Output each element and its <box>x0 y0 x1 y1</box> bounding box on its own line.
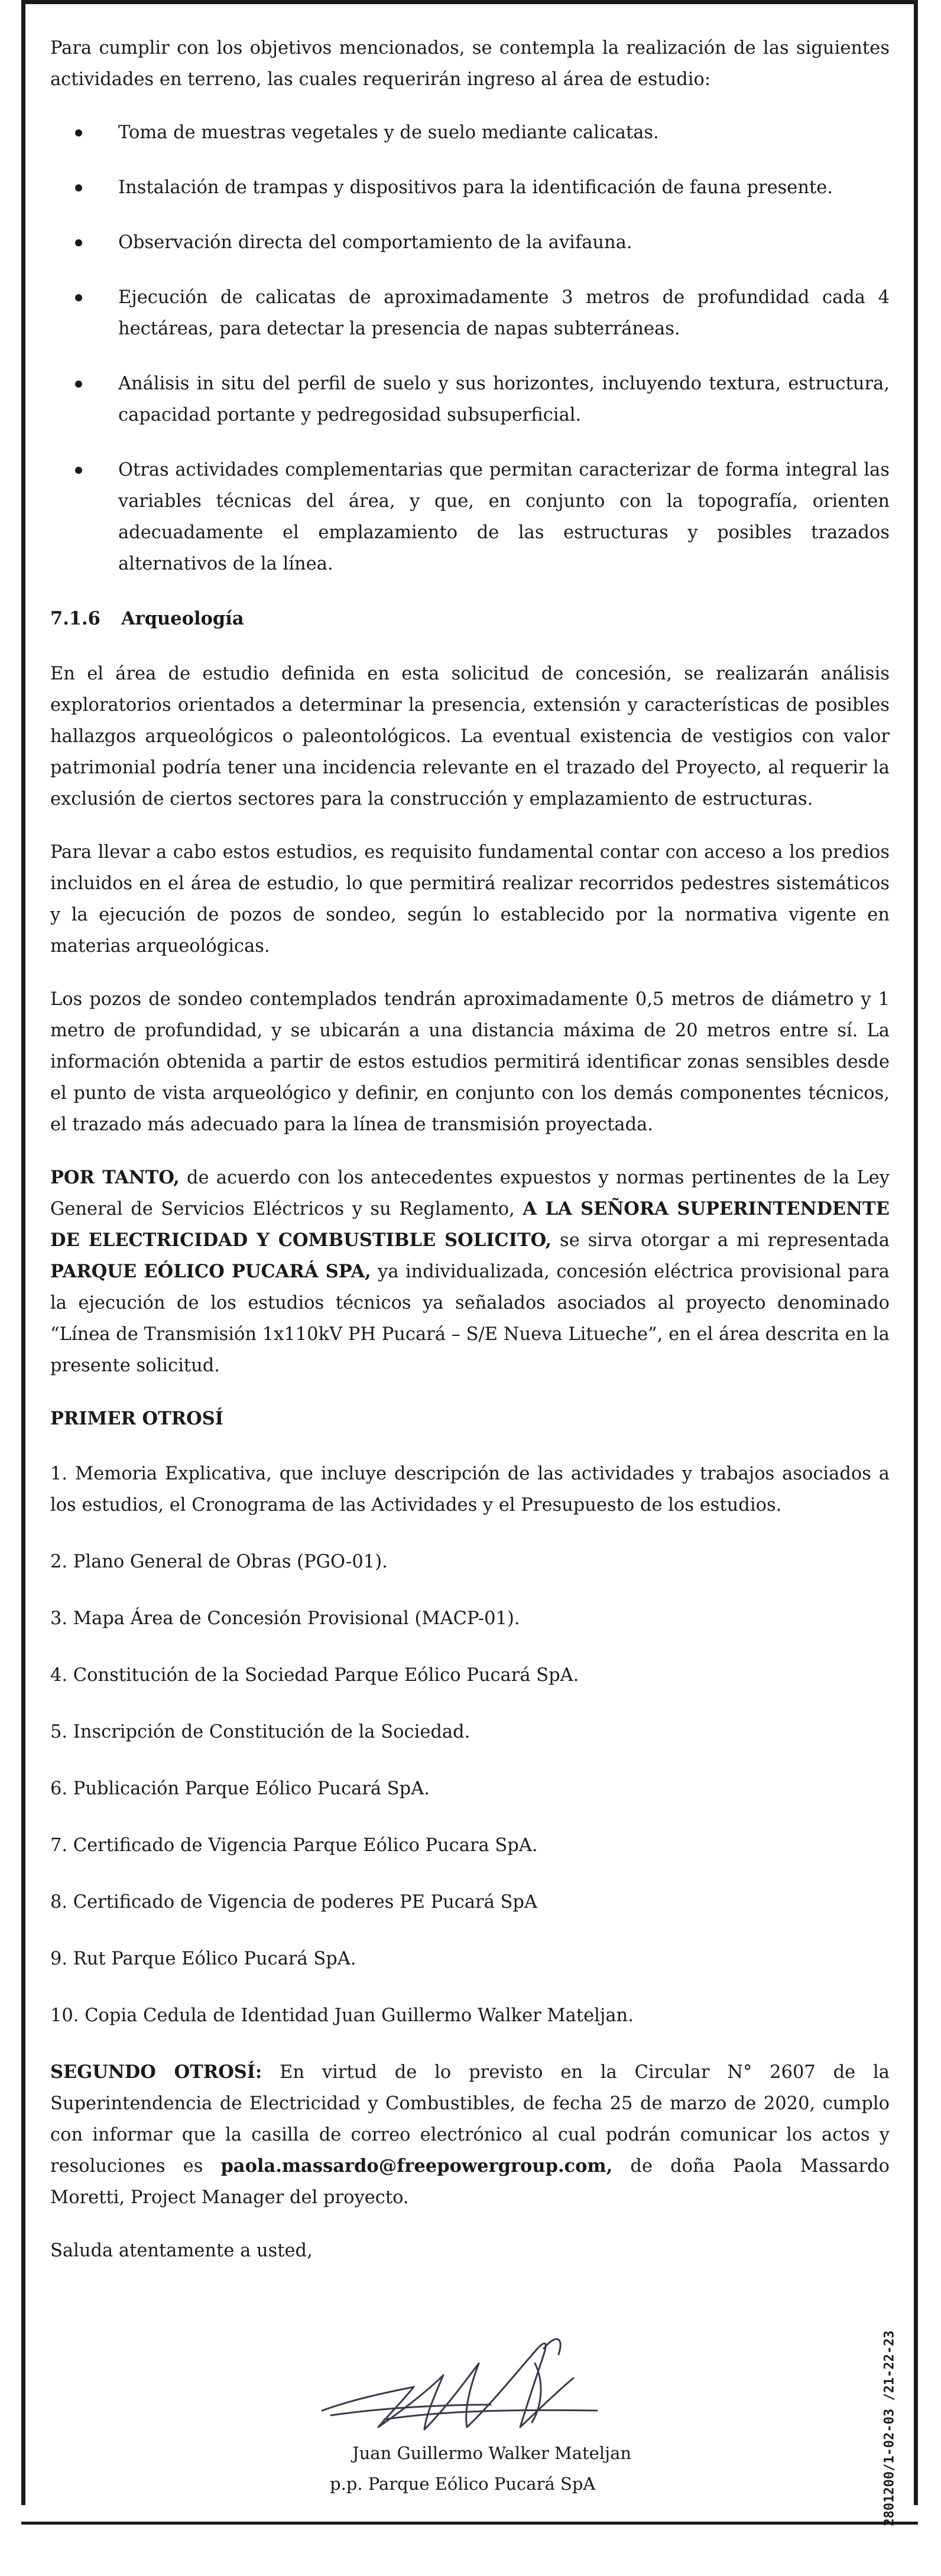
annex-item: 7. Certificado de Vigencia Parque Eólico Pucara SpA. <box>50 1835 538 1856</box>
annex-item: 1. Memoria Explicativa, que incluye descripción de las actividades y trabajos asociados a los estudios, el Cronograma de las Actividades y el Presupuesto de los estudios. <box>50 1463 890 1515</box>
annex-item: 5. Inscripción de Constitución de la Sociedad. <box>50 1722 471 1742</box>
annex-item: 10. Copia Cedula de Identidad Juan Guillermo Walker Mateljan. <box>50 2005 634 2026</box>
bullet-icon <box>75 239 82 246</box>
por-tanto-paragraph: POR TANTO, de acuerdo con los antecedentes expuestos y normas pertinentes de la Ley General de Servicios Eléctricos y su Reglamento, A LA SEÑORA SUPERINTENDENTE DE ELECTRICIDAD Y COMBUSTIBLE SOLICITO, se sirva otorgar a mi representada PARQUE EÓLICO PUCARÁ SPA, ya individualizada, concesión eléctrica provisional para la ejecución de los estudios técnicos ya señalados asociados al proyecto denominado “Línea de Transmisión 1x110kV PH Pucará – S/E Nueva Litueche”, en el área descrita en la presente solicitud. <box>50 1167 890 1376</box>
section-heading <box>50 603 890 635</box>
activity-item: Ejecución de calicatas de aproximadamente 3 metros de profundidad cada 4 hectáreas, para detectar la presencia de napas subterráneas. <box>50 282 890 344</box>
bullet-icon <box>75 380 82 388</box>
bullet-icon <box>75 467 82 474</box>
signatory-company: p.p. Parque Eólico Pucará SpA <box>330 2474 596 2494</box>
activities-list <box>50 117 890 580</box>
segundo-otrosi-paragraph: SEGUNDO OTROSÍ: En virtud de lo previsto en la Circular N° 2607 de la Superintendencia de Electricidad y Combustibles, de fecha 25 de marzo de 2020, cumplo con informar que la casilla de correo electrónico al cual podrán comunicar los actos y resoluciones es paola.massardo@freepowergroup.com, de doña Paola Massardo Moretti, Project Manager del proyecto. <box>50 2061 890 2208</box>
activity-item: Otras actividades complementarias que permitan caracterizar de forma integral las variables técnicas del área, y que, en conjunto con la topografía, orienten adecuadamente el emplazamiento de las estructuras y posibles trazados alternativos de la línea. <box>50 454 890 580</box>
annex-item: 8. Certificado de Vigencia de poderes PE Pucará SpA <box>50 1892 537 1913</box>
bullet-icon <box>75 184 82 191</box>
document-stamp <box>875 2304 904 2552</box>
arch-paragraph: En el área de estudio definida en esta solicitud de concesión, se realizarán análisis exploratorios orientados a determinar la presencia, extensión y características de posibles hallazgos arqueológicos o paleontológicos. La eventual existencia de vestigios con valor patrimonial podría tener una incidencia relevante en el trazado del Proyecto, al requerir la exclusión de ciertos sectores para la construcción y emplazamiento de estructuras. <box>50 663 890 809</box>
bullet-icon <box>75 294 82 301</box>
signature-scribble-icon <box>266 2322 680 2452</box>
bullet-icon <box>75 129 82 136</box>
activity-item: Observación directa del comportamiento de la avifauna. <box>50 227 890 258</box>
section-title: Arqueología <box>121 608 244 629</box>
arch-paragraph: Los pozos de sondeo contemplados tendrán aproximadamente 0,5 metros de diámetro y 1 metro de profundidad, y se ubicarán a una distancia máxima de 20 metros entre sí. La información obtenida a partir de estos estudios permitirá identificar zonas sensibles desde el punto de vista arqueológico y definir, en conjunto con los demás componentes técnicos, el trazado más adecuado para la línea de transmisión proyectada. <box>50 989 890 1135</box>
annex-item: 2. Plano General de Obras (PGO-01). <box>50 1552 388 1572</box>
intro-paragraph: Para cumplir con los objetivos mencionados, se contempla la realización de las siguientes actividades en terreno, las cuales requerirán ingreso al área de estudio: <box>50 38 890 90</box>
activity-item: Análisis in situ del perfil de suelo y sus horizontes, incluyendo textura, estructura, capacidad portante y pedregosidad subsuperficial. <box>50 368 890 431</box>
signatory-name: Juan Guillermo Walker Mateljan <box>352 2443 632 2463</box>
arch-paragraph: Para llevar a cabo estos estudios, es requisito fundamental contar con acceso a los predios incluidos en el área de estudio, lo que permitirá realizar recorridos pedestres sistemáticos y la ejecución de pozos de sondeo, según lo establecido por la normativa vigente en materias arqueológicas. <box>50 842 890 957</box>
annex-item: 6. Publicación Parque Eólico Pucará SpA. <box>50 1778 430 1799</box>
document-body <box>50 32 890 2288</box>
annex-item: 4. Constitución de la Sociedad Parque Eólico Pucará SpA. <box>50 1665 579 1686</box>
section-number: 7.1.6 <box>50 608 100 629</box>
annex-item: 3. Mapa Área de Concesión Provisional (MACP-01). <box>50 1608 520 1629</box>
activity-item: Toma de muestras vegetales y de suelo mediante calicatas. <box>50 117 890 148</box>
signature-block <box>266 2322 680 2499</box>
annex-item: 9. Rut Parque Eólico Pucará SpA. <box>50 1949 356 1969</box>
closing-line: Saluda atentamente a usted, <box>50 2240 313 2261</box>
activity-item: Instalación de trampas y dispositivos para la identificación de fauna presente. <box>50 172 890 203</box>
contact-email: paola.massardo@freepowergroup.com, <box>220 2155 613 2177</box>
bottom-rule <box>21 2522 918 2525</box>
primer-otrosi-heading: PRIMER OTROSÍ <box>50 1408 223 1429</box>
stamp-code: 2801200/1-02-03 /21-22-23 <box>882 2330 897 2526</box>
